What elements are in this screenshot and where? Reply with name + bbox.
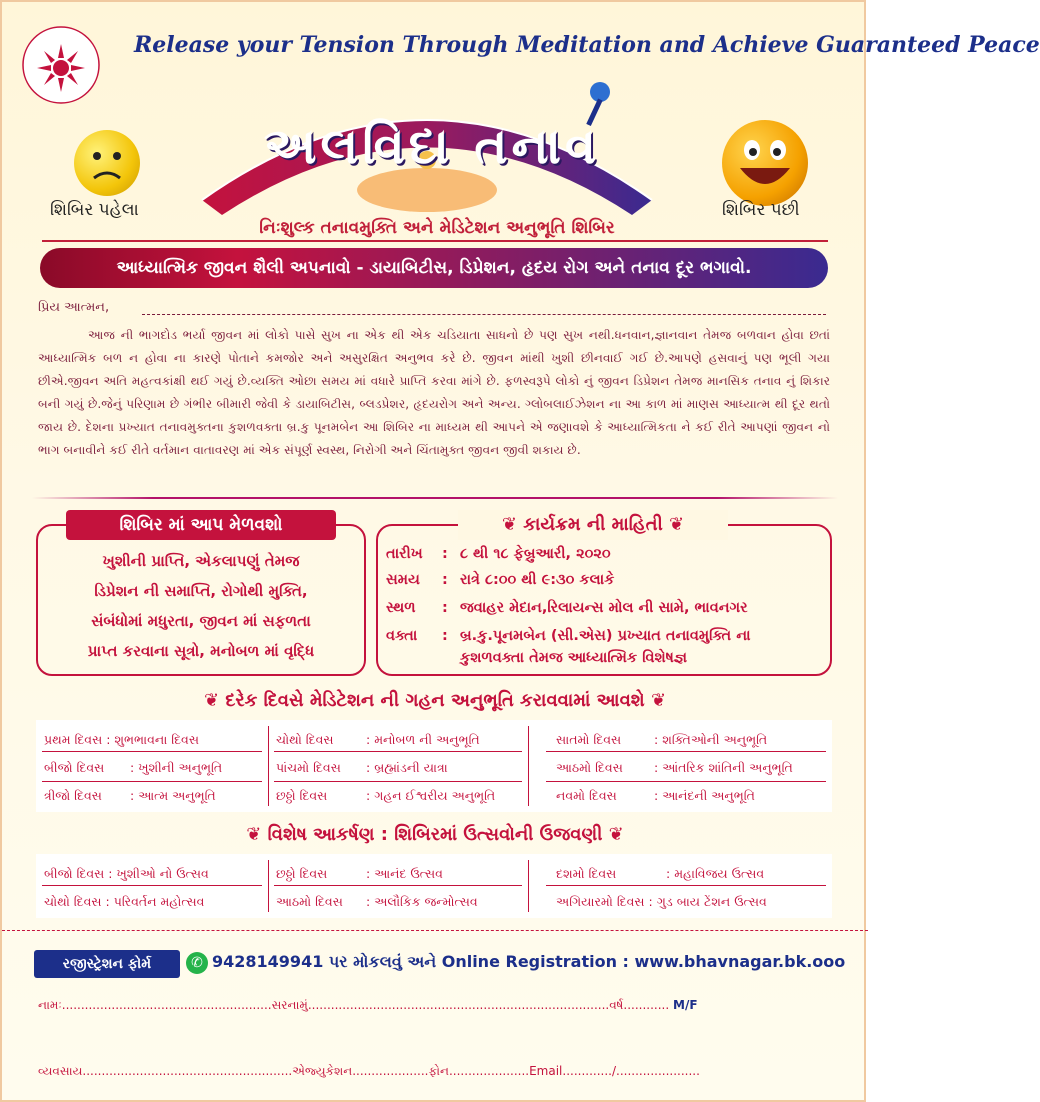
section-divider [32, 497, 838, 499]
swirl-icon: ❦ [501, 514, 524, 535]
before-label: શિબિર પહેલા [50, 200, 139, 220]
swirl-icon: ❦ [203, 690, 226, 711]
special-cell: છઠ્ઠો દિવસ : આનંદ ઉત્સવ [276, 866, 443, 881]
letter-body: આજ ની ભાગદોડ ભર્યા જીવન માં લોકો પાસે સુખ ના એક થી એક ચડિયાતા સાધનો છે પણ સુખ નથી.ધનવાન,જ્ઞાનવાન તેમજ બળવાન હોવા છતાં આધ્યાત્મિક બળ ન હોવા ના કારણે પોતાને કમજોર અને અસુરક્ષિત અનુભવ કરે છે. જીવન માંથી ખુશી છીનવાઈ ગઈ છે.આપણે હસવાનું પણ ભૂલી ગયા છીએ.જીવન અતિ મહત્વકાંક્ષી થઈ ગયું છે.વ્યક્તિ ઓછા સમય માં વધારે પ્રાપ્તિ કરવા માંગે છે. ફળસ્વરૂપે લોકો નું જીવન ડિપ્રેશન તેમજ માનસિક તનાવ નું શિકાર બની ગયું છે.જેનું પરિણામ છે ગંભીર બીમારી જેવી કે ડાયાબિટીસ, બ્લડપ્રેશર, હૃદયરોગ અને અન્ય. ગ્લોબલાઈઝેશન ના આ કાળ માં માણસ આધ્યાત્મ થી દૂર થતો જાય છે. દેશના પ્રખ્યાત તનાવમુક્તના કુશળવક્તા બ્ર.કુ પૂનમબેન આ શિબિર ના માધ્યમ થી આપને એ જણાવશે કે આધ્યાત્મિકતા ને કઈ રીતે આપણાં જીવન નો ભાગ બનાવીને કઈ રીતે વર્તમાન વાતાવરણ માં એક સંપૂર્ણ સ્વસ્થ, નિરોગી અને ચિંતામુક્ત જીવન જીવી શકાય છે. [38, 328, 830, 457]
registration-badge: રજીસ્ટ્રેશન ફોર્મ [34, 950, 180, 978]
special-cell: અગિયારમો દિવસ : ગુડ બાય ટેંશન ઉત્સવ [556, 894, 767, 909]
programme-title: ❦ કાર્યક્રમ ની માહિતી ❦ [458, 510, 728, 540]
sad-smiley-icon [74, 130, 140, 196]
benefits-title: શિબિર માં આપ મેળવશો [66, 510, 336, 540]
subtitle-divider [42, 240, 828, 242]
programme-row-venue: સ્થળ : જવાહર મેદાન,રિલાયન્સ મોલ ની સામે, ભાવનગર [386, 600, 748, 616]
form-line-occupation[interactable]: વ્યવસાય.......................................................એજ્યુકેશન....................ફોન.....................Email............./...................... [38, 1064, 700, 1078]
banner: આધ્યાત્મિક જીવન શૈલી અપનાવો - ડાયાબિટીસ, ડિપ્રેશન, હૃદય રોગ અને તનાવ દૂર ભગાવો. [40, 248, 828, 288]
daily-cell: ચોથો દિવસ : મનોબળ ની અનુભૂતિ [276, 732, 480, 747]
daily-cell: છઠ્ઠો દિવસ : ગહન ઈશ્વરીય અનુભૂતિ [276, 788, 496, 803]
benefit-line: ડિપ્રેશન ની સમાપ્તિ, રોગોથી મુક્તિ, [94, 582, 308, 600]
gender-field: M/F [673, 998, 698, 1012]
special-grid [36, 854, 832, 918]
swirl-icon: ❦ [662, 514, 685, 535]
benefit-line: સંબંધોમાં મધુરતા, જીવન માં સફળતા [91, 612, 311, 630]
special-cell: ચોથો દિવસ : પરિવર્તન મહોત્સવ [44, 894, 205, 909]
programme-row-time: સમય : રાત્રે ૮:૦૦ થી ૯:૩૦ કલાકે [386, 572, 615, 588]
programme-row-speaker: વક્તા : બ્ર.કુ.પૂનમબેન (સી.એસ) પ્રખ્યાત તનાવમુક્તિ ના [386, 628, 751, 644]
tagline: Release your Tension Through Meditation and Achieve Guaranteed Peace [134, 32, 1040, 58]
special-heading: ❦ વિશેષ આકર્ષણ : શિબિરમાં ઉત્સવોની ઉજવણી ❦ [246, 824, 624, 845]
daily-grid [36, 720, 832, 812]
daily-cell: બીજો દિવસ : ખુશીની અનુભૂતિ [44, 760, 223, 775]
daily-heading: ❦ દરેક દિવસે મેડિટેશન ની ગહન અનુભૂતિ કરાવવામાં આવશે ❦ [203, 690, 667, 711]
whatsapp-icon: ✆ [186, 952, 208, 974]
swirl-icon: ❦ [602, 824, 624, 845]
daily-cell: ત્રીજો દિવસ : આત્મ અનુભૂતિ [44, 788, 216, 803]
salutation: પ્રિય આત્મન, [38, 300, 110, 315]
form-line-name[interactable]: નામઃ.......................................................સરનામું...............................................................................વર્ષ............ M/F [38, 998, 698, 1012]
daily-cell: સાતમો દિવસ : શક્તિઓની અનુભૂતિ [556, 732, 768, 747]
programme-row-date: તારીખ : ૮ થી ૧૮ ફેબ્રુઆરી, ૨૦૨૦ [386, 546, 611, 562]
daily-cell: પ્રથમ દિવસ : શુભભાવના દિવસ [44, 732, 199, 747]
programme-row-speaker-cont: કુશળવક્તા તેમજ આધ્યાત્મિક વિશેષજ્ઞ [460, 650, 688, 666]
main-title: અલવિદા તનાવ [263, 117, 601, 175]
daily-cell: નવમો દિવસ : આનંદની અનુભૂતિ [556, 788, 755, 803]
daily-cell: આઠમો દિવસ : આંતરિક શાંતિની અનુભૂતિ [556, 760, 793, 775]
registration-text: 9428149941 પર મોકલવું અને Online Registration : www.bhavnagar.bk.ooo [212, 952, 846, 971]
benefit-line: ખુશીની પ્રાપ્તિ, એકલાપણું તેમજ [102, 552, 300, 570]
subtitle: નિઃશુલ્ક તનાવમુક્તિ અને મેડિટેશન અનુભૂતિ શિબિર [259, 218, 615, 238]
benefits-list [42, 546, 360, 666]
special-cell: આઠમો દિવસ : અલૌકિક જન્મોત્સવ [276, 894, 478, 909]
special-cell: દશમો દિવસ : મહાવિજય ઉત્સવ [556, 866, 765, 881]
after-label: શિબિર પછી [722, 200, 800, 220]
special-cell: બીજો દિવસ : ખુશીઓ નો ઉત્સવ [44, 866, 209, 881]
swirl-icon: ❦ [246, 824, 268, 845]
footer-divider [2, 930, 868, 931]
happy-smiley-icon [722, 120, 808, 206]
salutation-rule [142, 314, 826, 315]
benefit-line: પ્રાપ્ત કરવાના સૂત્રો, મનોબળ માં વૃદ્ધિ [87, 642, 315, 660]
brahma-kumaris-logo [20, 24, 102, 106]
swirl-icon: ❦ [644, 690, 667, 711]
daily-cell: પાંચમો દિવસ : બ્રહ્માંડની યાત્રા [276, 760, 448, 775]
